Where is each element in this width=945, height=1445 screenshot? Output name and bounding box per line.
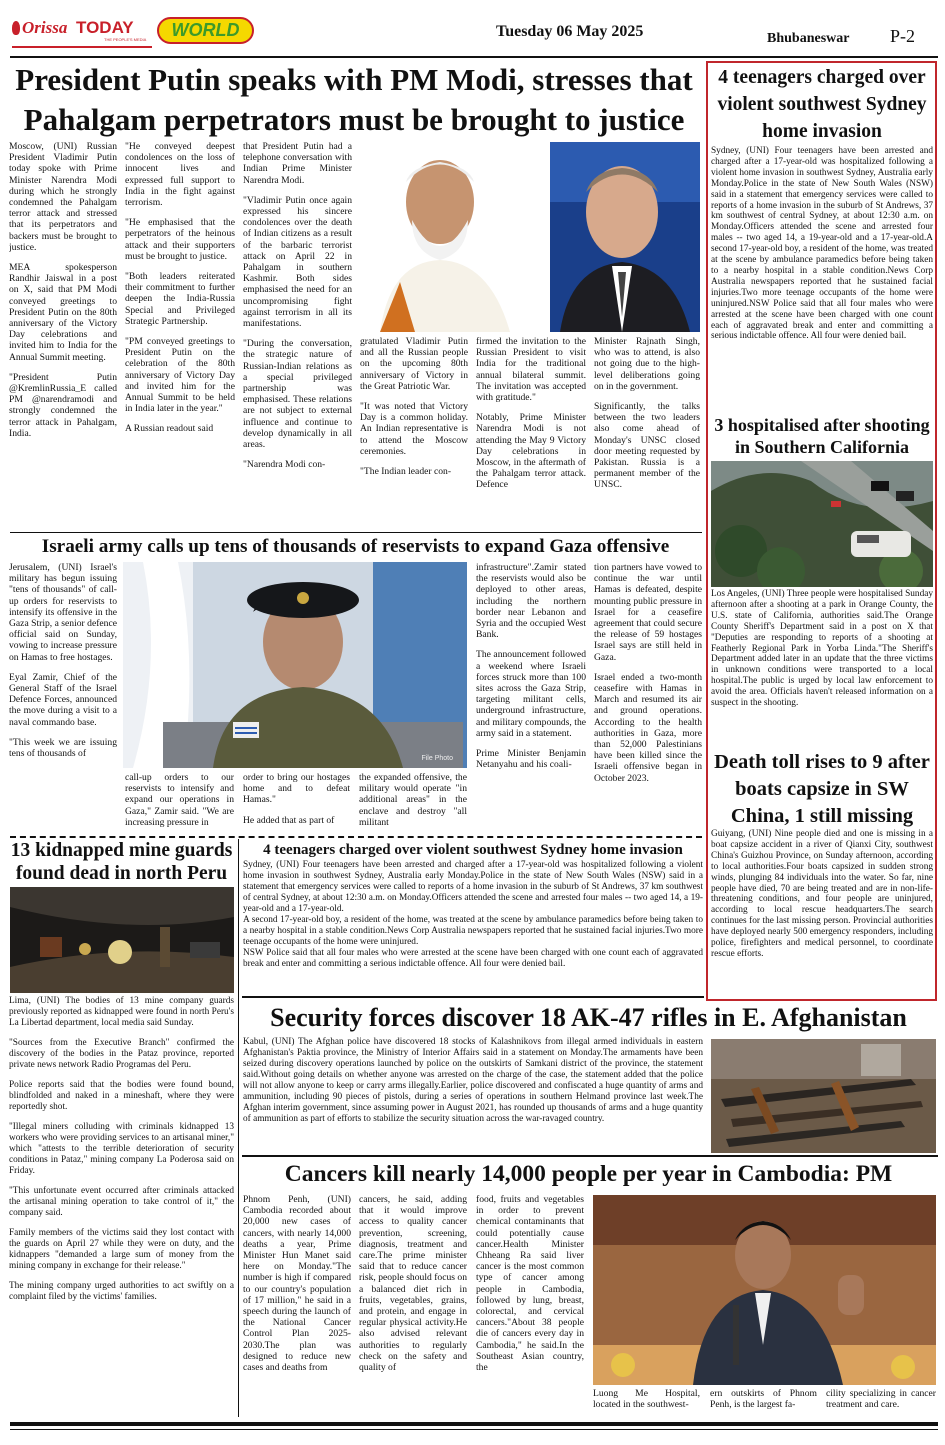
putin-paragraph: "It was noted that Victory Day is a common holiday. An Indian representative is to attend the Moscow ceremonies. (360, 401, 468, 457)
putin-paragraph: "President Putin @KremlinRussia_E called PM @narendramodi and strongly condemned the terror attack in Pahalgam, India. (9, 371, 117, 439)
china-headline: Death toll rises to 9 after boats capsize in SW China, 1 still missing (714, 751, 930, 827)
peru-mine-photo (10, 887, 234, 993)
peru-headline: 13 kidnapped mine guards found dead in north Peru (10, 840, 233, 884)
mineshaft-illustration (10, 887, 234, 993)
israel-paragraph: order to bring our hostages home and to defeat Hamas." (243, 772, 350, 806)
israel-bottom-dashed-rule (10, 836, 702, 838)
israel-col-4: the expanded offensive, the military would operate "in additional areas" in the enclave and destroy "all militant (359, 772, 467, 828)
israel-paragraph: Prime Minister Benjamin Netanyahu and his coali- (476, 748, 586, 771)
peru-divider (238, 839, 239, 1417)
peru-body (9, 996, 234, 1416)
military-officer-illustration (123, 562, 467, 768)
putin-paragraph: "He emphasised that the perpetrators of the heinous attack and their supporters must be brought to justice. (125, 217, 235, 262)
putin-paragraph: "Both leaders reiterated their commitment to further deepen the India-Russia Special and Privileged Strategic Partnership. (125, 271, 235, 327)
putin-col-2 (125, 141, 235, 531)
putin-paragraph: "Vladimir Putin once again expressed his sincere condolences over the death of Indian citizens as a result of the barbaric terrorist attack on April 22 in Pahalgam in southern Kashmir. Both sides emphasised the need for an uncompromising fight against terrorism in all its manifestations. (243, 194, 352, 330)
cambodia-col-1: Phnom Penh, (UNI) Cambodia recorded about 20,000 new cases of cancers, with nearly 14,000 deaths a year, Prime Minister Hun Manet said here on Monday."The number is high if compared to our country's population of 17 million," he said in a speech during the launch of the National Cancer Control Plan 2025-2030.The plan was designed to reduce new cases and deaths from (243, 1194, 351, 1374)
israel-paragraph: The announcement followed a weekend where Israeli forces struck more than 100 sites across the Gaza Strip, targeting militant cells, underground infrastructure, and military compounds, the army said in a statement. (476, 649, 586, 739)
israel-paragraph: "This week we are issuing tens of thousands of (9, 736, 117, 760)
putin-paragraph: gratulated Vladimir Putin and all the Russian people on the upcoming 80th anniversary of Victory in the Great Patriotic War. (360, 336, 468, 392)
putin-headline (8, 60, 700, 140)
putin-paragraph: "Narendra Modi con- (243, 459, 326, 471)
peru-paragraph: "Sources from the Executive Branch" confirmed the discovery of the bodies in the Pataz province, reported private news network Radio Programas del Peru. (9, 1038, 234, 1070)
park-aerial-illustration (711, 461, 933, 587)
afghan-rifles-photo (711, 1039, 936, 1153)
sydney-wide-paragraph: Sydney, (UNI) Four teenagers have been arrested and charged after a 17-year-old was hospitalized following a violent home invasion in southwest Sydney, Australia early Monday.Police in the state of New South Wales (NSW) said in a statement that emergency services were called to reports of a home invasion in the suburb of St Andrews, 37 km southwest of central Sydney, at about 12:30 a.m. on Monday.Officers attended the scene and arrested four males -- two aged 14, a 19-year-old and a 17-year-old. (243, 860, 703, 914)
footer-rule-thick (10, 1422, 938, 1426)
modi-putin-photo (360, 142, 700, 332)
china-body: Guiyang, (UNI) Nine people died and one is missing in a boat capsize accident in a river of Qianxi City, southwest China's Guizhou Province, on Sunday afternoon, according to local authorities.Four boats capsized in sudden strong winds, plunging 84 individuals into the water. So far, nine people have died, 70 are being treated and are in non-life-threatening conditions, and four people are uninjured, according to local rescue headquarters.The search continues for the last missing person. Provincial authorities have deployed nearly 500 emergency responders, including police, firefighters and medical personnel, to coordinate rescue efforts. (711, 829, 933, 959)
peru-paragraph: The mining company urged authorities to act swiftly on a complaint filed by the victims' families. (9, 1281, 234, 1302)
section-tab (157, 17, 254, 44)
putin-paragraph: Minister Rajnath Singh, who was to attend, is also not going due to the high-level deliberations going on in the government. (594, 336, 700, 392)
putin-paragraph: MEA spokesperson Randhir Jaiswal in a post on X, said that PM Modi conveyed greetings to President Putin on the 80th anniversary of the Victory Day celebrations and invited him to India for the Annual Summit meeting. (9, 262, 117, 363)
peru-paragraph: "This unfortunate event occurred after criminals attacked the artisanal mining operation to take control of it," the company said. (9, 1186, 234, 1218)
peru-paragraph: Police reports said that the bodies were found bound, blindfolded and naked in a mineshaft, where they were reportedly shot. (9, 1080, 234, 1112)
israel-paragraph: He added that as part of (243, 814, 335, 826)
putin-paragraph: Notably, Prime Minister Narendra Modi is not attending the May 9 Victory Day celebrations in Moscow, in the aftermath of the Pahalgam terror attack. Defence (476, 412, 586, 491)
israel-col-5 (476, 562, 586, 836)
section-tab-label: WORLD (171, 20, 240, 40)
putin-paragraph: that President Putin had a telephone conversation with Indian Prime Minister Narendra Modi. (243, 141, 352, 186)
israel-col-6 (594, 562, 702, 836)
putin-paragraph: "He conveyed deepest condolences on the loss of innocent lives and expressed full support to India in the fight against terrorism. (125, 141, 235, 209)
israel-paragraph: Israel ended a two-month ceasefire with Hamas in March and resumed its air and ground operations. According to the health authorities in Gaza, more than 52,000 Palestinians have been killed since the Israeli offensive began in October 2023. (594, 671, 702, 784)
putin-paragraph: "PM conveyed greetings to President Putin on the celebration of the 80th anniversary of Victory Day and invited him for the Annual Summit to be held in India later in the year." (125, 336, 235, 415)
israel-col-2: call-up orders to our reservists to intensify and expand our operations in Gaza," Zamir said. "We are increasing pressure in (125, 772, 234, 828)
putin-headline-line-1: President Putin speaks with PM Modi, stresses that (15, 62, 693, 97)
cambodia-pm-photo (593, 1195, 936, 1385)
israel-paragraph: Eyal Zamir, Chief of the General Staff of the Israel Defence Forces, announced the move during a visit to a naval commando base. (9, 671, 117, 728)
peru-paragraph: "Illegal miners colluding with criminals kidnapped 13 workers who were providing services to an artisanal miner," which "attests to the terrible deterioration of security conditions in Pataz," mining company La Poderosa said on Friday. (9, 1122, 234, 1176)
israel-headline: Israeli army calls up tens of thousands of reservists to expand Gaza offensive (41, 536, 670, 557)
california-aerial-photo (711, 461, 933, 587)
sydney-wide-bottom-rule (242, 996, 704, 998)
afghan-body: Kabul, (UNI) The Afghan police have discovered 18 stocks of Kalashnikovs from illegal armed individuals in eastern Afghanistan's Paktia province, the Ministry of Interior Affairs said in a statement on Monday.The armaments have been seized during discovery operations launched by police on the outskirts of Samkani district of the province, the statement said.Without going details on whether anyone was arrested on the charge of the case, the statement added that the police will not allow anyone to keep or carry arms illegally.Earlier, police discovered and confiscated a huge quantity of arms and ammunition, including 90 pieces of pistols, during a series of operations in southern Helmand province last week.The Afghan interim government, since assuming power in August 2021, has rounded up thousands of arms and a huge quantity of ammunition as part of efforts to stabilize the security situation across the war-ravaged country. (243, 1037, 703, 1124)
peru-paragraph: Lima, (UNI) The bodies of 13 mine company guards previously reported as kidnapped were found in north Peru's La Libertad department, local media said Sunday. (9, 996, 234, 1028)
sydney-wide-headline: 4 teenagers charged over violent southwest Sydney home invasion (263, 842, 683, 858)
putin-col-3 (243, 141, 352, 531)
putin-paragraph: "The Indian leader con- (360, 466, 452, 478)
sydney-wide-body (243, 860, 703, 996)
israel-paragraph: Jerusalem, (UNI) Israel's military has begun issuing "tens of thousands" of call-up orders for reservists to intensify its offensive in the Gaza Strip, a senior defence official said on Sunday, vowing to increase pressure on Hamas to free hostages. (9, 562, 117, 663)
israel-general-photo (123, 562, 467, 768)
israel-col-3 (243, 772, 350, 836)
sydney-box-headline: 4 teenagers charged over violent southwest Sydney home invasion (717, 67, 927, 142)
sydney-box-body: Sydney, (UNI) Four teenagers have been arrested and charged after a 17-year-old was hospitalized following a violent home invasion in southwest Sydney, Australia early Monday.Police in the state of New South Wales (NSW) said in a statement that emergency services were called to reports of a home invasion in the suburb of St Andrews, 37 km southwest of central Sydney, at about 12:30 a.m. on Monday.Officers attended the scene and arrested four males -- two aged 14, a 19-year-old and a 17-year-old.A second 17-year-old boy, a resident of the home, was treated at the scene by ambulance paramedics before being taken to a nearby hospital in a stable condition.News Corp Australia newspapers reported that he sustained facial injuries.Two more teenage occupants of the home were uninjured.NSW Police said that all four males who were arrested at the scene have been charged with one count each of aggravated break and enter and committing a serious indictable offence. All four were denied bail. (711, 146, 933, 342)
putin-col-6 (594, 336, 700, 531)
cambodia-col-4: Luong Me Hospital, located in the southwest- (593, 1388, 700, 1411)
putin-headline-line-2: Pahalgam perpetrators must be brought to justice (23, 102, 685, 137)
putin-paragraph: "During the conversation, the strategic nature of Russian-Indian relations as a special privileged partnership was emphasised. These relations are not subject to external influence and continue to develop dynamically in all areas. (243, 338, 352, 451)
israel-paragraph: infrastructure".Zamir stated the reservists would also be deployed to other areas, including the northern border near Lebanon and Syria and the occupied West Bank. (476, 562, 586, 641)
putin-col-4 (360, 336, 468, 531)
page-number: P-2 (890, 26, 916, 46)
sydney-wide-paragraph: A second 17-year-old boy, a resident of the home, was treated at the scene by ambulance paramedics before being taken to a nearby hospital in a stable condition.News Corp Australia newspapers reported that he sustained facial injuries.Two more teenage occupants of the home were uninjured. (243, 915, 703, 947)
israel-paragraph: tion partners have vowed to continue the war until Hamas is defeated, despite mounting public pressure in Israel for a ceasefire agreement that could secure the release of 59 hostages Israel says are still held in Gaza. (594, 562, 702, 663)
masthead (0, 0, 945, 58)
footer-rule-thin (10, 1429, 938, 1430)
cambodia-col-3: food, fruits and vegetables in order to prevent chemical contaminants that could potentially cause cancer.Health Minister Chheang Ra said liver cancer is the most common type of cancer among people in Cambodia, followed by lung, breast, colorectal, and cervical cancers."About 38 people die of cancers every day in Cambodia," he said.In the Southeast Asian country, the (476, 1194, 584, 1374)
putin-paragraph: A Russian readout said (125, 423, 214, 435)
logo-tagline: THE PEOPLE'S MEDIA (104, 37, 147, 42)
logo-flame-icon (12, 21, 20, 35)
sydney-wide-paragraph: NSW Police said that all four males who were arrested at the scene have been charged with one count each of aggravated break and enter and committing a serious indictable offence. All four were denied bail. (243, 948, 703, 969)
logo-orissa: Orissa (22, 18, 68, 37)
israel-photo-credit: File Photo (421, 755, 453, 762)
speaker-illustration (593, 1195, 936, 1385)
cambodia-col-6: cility specializing in cancer treatment and care. (826, 1388, 936, 1411)
cambodia-headline: Cancers kill nearly 14,000 people per year in Cambodia: PM (284, 1161, 893, 1187)
putin-paragraph: Significantly, the talks between the two leaders also come ahead of Monday's UNSC closed door meeting requested by Pakistan. Russia is a permanent member of the UNSC. (594, 401, 700, 491)
california-headline: 3 hospitalised after shooting in Southern California (714, 415, 930, 457)
brand-logo (12, 18, 152, 48)
afghan-headline: Security forces discover 18 AK-47 rifles in E. Afghanistan (270, 1003, 907, 1032)
edition-city: Bhubaneswar (767, 31, 850, 46)
california-body: Los Angeles, (UNI) Three people were hospitalised Sunday afternoon after a shooting at a park in Orange County, the U.S. state of California, authorities said.The Orange County Sheriff's Department said in a post on X that "Deputies are responding to reports of a shooting at Featherly Regional Park in Yorba Linda."The Sheriff's Department added later in an update that the three victims in unknown conditions were transported to a local hospital.The public is urged by local law enforcement to avoid the area. Officials haven't released information on a suspect in the shooting. (711, 589, 933, 709)
masthead-rule (10, 56, 938, 58)
putin-paragraph: firmed the invitation to the Russian President to visit India for the traditional annual bilateral summit. The invitation was accepted with gratitude." (476, 336, 586, 404)
israel-top-rule (10, 532, 702, 533)
putin-col-1 (9, 141, 117, 531)
seized-rifles-illustration (711, 1039, 936, 1153)
israel-col-1 (9, 562, 117, 836)
peru-paragraph: Family members of the victims said they lost contact with the guards on April 27 while they were on duty, and the kidnappers "demanded a large sum of money from the mining company in exchange for their release." (9, 1228, 234, 1271)
putin-col-5 (476, 336, 586, 531)
modi-putin-illustration (360, 142, 700, 332)
cambodia-col-2: cancers, he said, adding that it would improve access to quality cancer prevention, screening, diagnosis, treatment and care.The prime minister said that to reduce cancer risk, people should focus on a balanced diet rich in fruits, vegetables, grains, and protein, and engage in regular physical activity.He also advised relevant authorities to regularly check on the safety and quality of (359, 1194, 467, 1374)
putin-paragraph: Moscow, (UNI) Russian President Vladimir Putin today spoke with Prime Minister Narendra Modi during which he strongly condemned the Pahalgam terror attack and stressed that its perpetrators and backers must be brought to justice. (9, 141, 117, 253)
issue-date: Tuesday 06 May 2025 (496, 23, 644, 40)
cambodia-col-5: ern outskirts of Phnom Penh, is the largest fa- (710, 1388, 817, 1411)
logo-today: TODAY (76, 18, 134, 37)
